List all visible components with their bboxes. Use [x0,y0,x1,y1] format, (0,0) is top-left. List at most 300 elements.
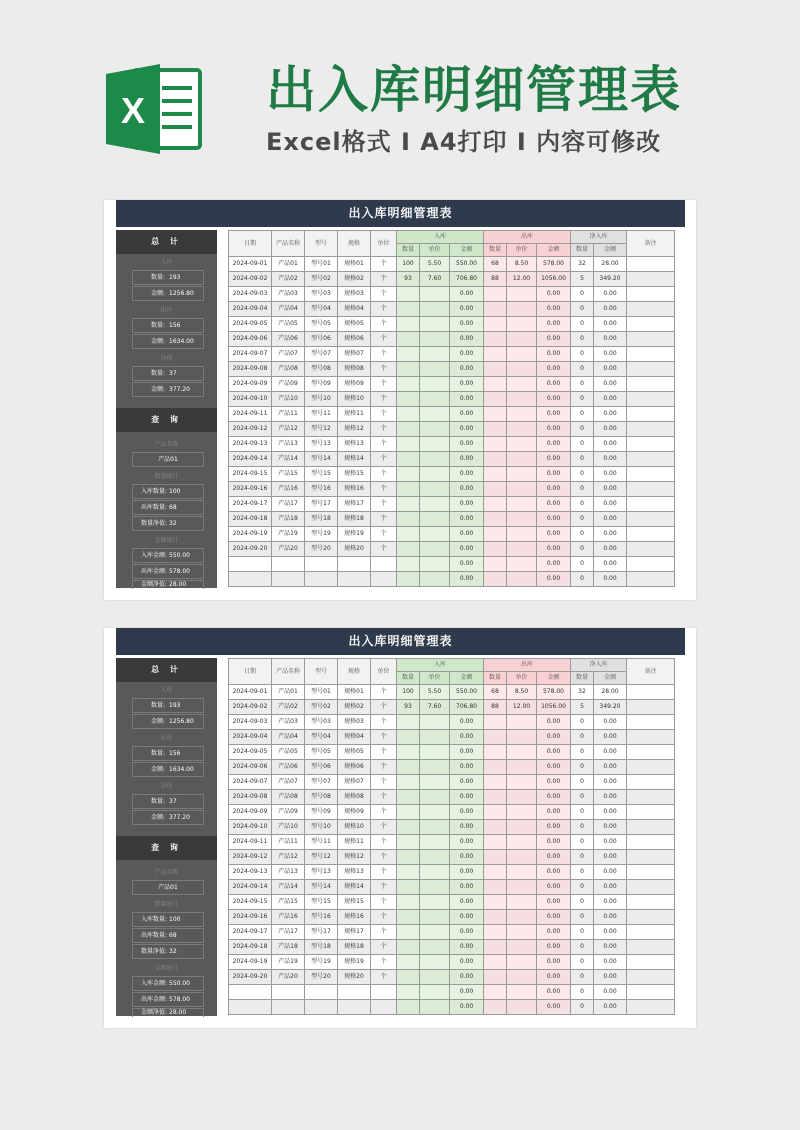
cell-remark[interactable] [627,700,675,715]
cell-remark[interactable] [627,317,675,332]
cell-model[interactable]: 型号15 [305,895,338,910]
cell-spec[interactable] [338,1000,371,1015]
cell-in-amount[interactable]: 0.00 [450,287,484,302]
cell-out-qty[interactable] [484,377,507,392]
cell-in-price[interactable] [420,775,450,790]
cell-out-amount[interactable]: 0.00 [537,572,571,587]
cell-remark[interactable] [627,482,675,497]
cell-out-qty[interactable] [484,422,507,437]
cell-in-qty[interactable] [397,925,420,940]
cell-in-price[interactable] [420,955,450,970]
cell-model[interactable]: 型号04 [305,730,338,745]
cell-out-qty[interactable]: 88 [484,272,507,287]
cell-out-price[interactable] [507,805,537,820]
cell-product[interactable]: 产品17 [272,925,305,940]
cell-net-amount[interactable]: 0.00 [594,1000,627,1015]
cell-model[interactable]: 型号16 [305,910,338,925]
cell-in-qty[interactable] [397,332,420,347]
cell-out-amount[interactable]: 1056.00 [537,700,571,715]
cell-out-amount[interactable]: 0.00 [537,805,571,820]
cell-out-price[interactable] [507,317,537,332]
cell-out-amount[interactable]: 0.00 [537,287,571,302]
cell-net-qty[interactable]: 0 [571,760,594,775]
cell-date[interactable]: 2024-09-06 [229,760,272,775]
cell-date[interactable]: 2024-09-14 [229,880,272,895]
cell-model[interactable]: 型号20 [305,542,338,557]
cell-unit[interactable]: 个 [371,257,397,272]
cell-out-price[interactable] [507,820,537,835]
cell-in-qty[interactable] [397,850,420,865]
cell-remark[interactable] [627,362,675,377]
cell-net-amount[interactable]: 0.00 [594,895,627,910]
cell-in-qty[interactable] [397,775,420,790]
cell-out-qty[interactable] [484,850,507,865]
cell-in-price[interactable] [420,347,450,362]
cell-out-qty[interactable]: 88 [484,700,507,715]
cell-spec[interactable]: 规格05 [338,745,371,760]
cell-product[interactable]: 产品16 [272,482,305,497]
cell-spec[interactable]: 规格18 [338,512,371,527]
cell-net-qty[interactable]: 0 [571,730,594,745]
cell-unit[interactable]: 个 [371,347,397,362]
cell-model[interactable]: 型号15 [305,467,338,482]
cell-net-qty[interactable]: 0 [571,910,594,925]
cell-in-amount[interactable]: 0.00 [450,865,484,880]
cell-unit[interactable]: 个 [371,775,397,790]
cell-unit[interactable]: 个 [371,745,397,760]
cell-in-price[interactable] [420,985,450,1000]
cell-in-price[interactable] [420,730,450,745]
cell-in-amount[interactable]: 0.00 [450,467,484,482]
cell-in-price[interactable] [420,865,450,880]
cell-in-qty[interactable] [397,715,420,730]
cell-remark[interactable] [627,940,675,955]
cell-model[interactable] [305,1000,338,1015]
cell-net-qty[interactable]: 0 [571,557,594,572]
cell-out-price[interactable] [507,970,537,985]
cell-product[interactable]: 产品13 [272,437,305,452]
cell-date[interactable]: 2024-09-13 [229,437,272,452]
cell-net-amount[interactable]: 28.00 [594,257,627,272]
cell-out-amount[interactable]: 0.00 [537,730,571,745]
cell-net-amount[interactable]: 0.00 [594,332,627,347]
cell-product[interactable]: 产品06 [272,332,305,347]
cell-out-qty[interactable] [484,527,507,542]
cell-in-qty[interactable] [397,895,420,910]
cell-model[interactable]: 型号14 [305,880,338,895]
cell-out-amount[interactable]: 0.00 [537,377,571,392]
cell-out-amount[interactable]: 0.00 [537,760,571,775]
cell-net-amount[interactable]: 0.00 [594,377,627,392]
cell-remark[interactable] [627,1000,675,1015]
cell-out-qty[interactable] [484,572,507,587]
cell-out-amount[interactable]: 0.00 [537,527,571,542]
cell-in-price[interactable] [420,850,450,865]
cell-remark[interactable] [627,407,675,422]
cell-unit[interactable] [371,572,397,587]
cell-remark[interactable] [627,880,675,895]
cell-net-amount[interactable]: 0.00 [594,880,627,895]
cell-in-qty[interactable] [397,955,420,970]
cell-net-qty[interactable]: 0 [571,362,594,377]
cell-in-price[interactable] [420,1000,450,1015]
cell-model[interactable]: 型号20 [305,970,338,985]
cell-remark[interactable] [627,865,675,880]
cell-model[interactable]: 型号09 [305,377,338,392]
cell-out-qty[interactable] [484,805,507,820]
cell-out-qty[interactable] [484,332,507,347]
cell-unit[interactable]: 个 [371,925,397,940]
cell-out-price[interactable] [507,895,537,910]
cell-net-amount[interactable]: 0.00 [594,407,627,422]
cell-net-amount[interactable]: 0.00 [594,497,627,512]
cell-out-price[interactable] [507,835,537,850]
cell-in-qty[interactable] [397,880,420,895]
cell-in-price[interactable] [420,377,450,392]
cell-unit[interactable]: 个 [371,497,397,512]
cell-date[interactable]: 2024-09-15 [229,895,272,910]
cell-net-amount[interactable]: 28.00 [594,685,627,700]
cell-out-amount[interactable]: 0.00 [537,362,571,377]
cell-out-price[interactable] [507,287,537,302]
cell-in-price[interactable] [420,467,450,482]
cell-net-amount[interactable]: 0.00 [594,790,627,805]
cell-spec[interactable]: 规格14 [338,452,371,467]
cell-in-amount[interactable]: 0.00 [450,730,484,745]
cell-spec[interactable]: 规格09 [338,805,371,820]
cell-out-amount[interactable]: 0.00 [537,482,571,497]
cell-out-qty[interactable] [484,865,507,880]
cell-net-qty[interactable]: 0 [571,542,594,557]
cell-in-amount[interactable]: 0.00 [450,745,484,760]
cell-unit[interactable]: 个 [371,820,397,835]
cell-unit[interactable] [371,1000,397,1015]
cell-net-amount[interactable]: 0.00 [594,317,627,332]
cell-in-amount[interactable]: 550.00 [450,257,484,272]
cell-remark[interactable] [627,820,675,835]
cell-spec[interactable]: 规格03 [338,715,371,730]
cell-in-price[interactable] [420,715,450,730]
cell-out-price[interactable] [507,362,537,377]
cell-in-price[interactable] [420,527,450,542]
cell-unit[interactable] [371,557,397,572]
cell-date[interactable]: 2024-09-01 [229,257,272,272]
cell-out-amount[interactable]: 0.00 [537,1000,571,1015]
cell-in-price[interactable] [420,512,450,527]
cell-net-amount[interactable]: 0.00 [594,940,627,955]
cell-net-qty[interactable]: 0 [571,955,594,970]
cell-out-qty[interactable] [484,317,507,332]
cell-net-amount[interactable]: 0.00 [594,542,627,557]
cell-remark[interactable] [627,925,675,940]
cell-out-qty[interactable] [484,925,507,940]
cell-in-qty[interactable] [397,317,420,332]
cell-out-qty[interactable] [484,347,507,362]
cell-out-amount[interactable]: 0.00 [537,925,571,940]
cell-date[interactable]: 2024-09-18 [229,940,272,955]
cell-net-amount[interactable]: 349.20 [594,272,627,287]
cell-date[interactable] [229,1000,272,1015]
cell-unit[interactable]: 个 [371,362,397,377]
cell-out-price[interactable] [507,745,537,760]
cell-out-amount[interactable]: 0.00 [537,820,571,835]
cell-spec[interactable]: 规格19 [338,527,371,542]
cell-remark[interactable] [627,542,675,557]
cell-remark[interactable] [627,775,675,790]
cell-in-price[interactable] [420,572,450,587]
cell-out-qty[interactable] [484,497,507,512]
cell-date[interactable]: 2024-09-13 [229,865,272,880]
cell-net-amount[interactable]: 0.00 [594,422,627,437]
cell-unit[interactable]: 个 [371,467,397,482]
cell-out-amount[interactable]: 0.00 [537,880,571,895]
cell-spec[interactable]: 规格10 [338,392,371,407]
cell-spec[interactable]: 规格16 [338,482,371,497]
cell-in-price[interactable] [420,745,450,760]
cell-product[interactable]: 产品09 [272,805,305,820]
cell-out-price[interactable] [507,865,537,880]
cell-net-amount[interactable]: 0.00 [594,512,627,527]
cell-in-qty[interactable]: 100 [397,257,420,272]
cell-out-price[interactable] [507,880,537,895]
cell-net-qty[interactable]: 0 [571,865,594,880]
cell-in-amount[interactable]: 0.00 [450,880,484,895]
cell-in-amount[interactable]: 0.00 [450,302,484,317]
cell-in-amount[interactable]: 0.00 [450,835,484,850]
cell-date[interactable]: 2024-09-20 [229,542,272,557]
cell-net-qty[interactable]: 0 [571,925,594,940]
cell-in-amount[interactable]: 0.00 [450,512,484,527]
cell-in-amount[interactable]: 0.00 [450,572,484,587]
cell-in-amount[interactable]: 0.00 [450,557,484,572]
cell-in-amount[interactable]: 0.00 [450,850,484,865]
cell-date[interactable]: 2024-09-08 [229,790,272,805]
cell-date[interactable]: 2024-09-12 [229,422,272,437]
cell-in-qty[interactable] [397,287,420,302]
cell-in-amount[interactable]: 0.00 [450,347,484,362]
cell-out-qty[interactable]: 68 [484,685,507,700]
cell-product[interactable]: 产品13 [272,865,305,880]
cell-spec[interactable]: 规格09 [338,377,371,392]
cell-net-amount[interactable]: 0.00 [594,970,627,985]
cell-in-qty[interactable] [397,557,420,572]
cell-out-amount[interactable]: 0.00 [537,542,571,557]
cell-spec[interactable] [338,985,371,1000]
cell-out-qty[interactable] [484,775,507,790]
cell-spec[interactable]: 规格11 [338,407,371,422]
cell-in-qty[interactable] [397,790,420,805]
cell-out-price[interactable] [507,940,537,955]
cell-unit[interactable]: 个 [371,910,397,925]
cell-net-amount[interactable]: 0.00 [594,715,627,730]
cell-out-price[interactable] [507,482,537,497]
cell-product[interactable]: 产品03 [272,287,305,302]
cell-out-qty[interactable] [484,745,507,760]
cell-in-amount[interactable]: 0.00 [450,362,484,377]
cell-product[interactable]: 产品14 [272,880,305,895]
cell-out-amount[interactable]: 0.00 [537,790,571,805]
cell-out-qty[interactable]: 68 [484,257,507,272]
cell-in-qty[interactable] [397,542,420,557]
cell-net-qty[interactable]: 0 [571,347,594,362]
cell-net-amount[interactable]: 0.00 [594,955,627,970]
cell-model[interactable]: 型号13 [305,437,338,452]
cell-in-amount[interactable]: 0.00 [450,482,484,497]
cell-out-qty[interactable] [484,730,507,745]
cell-net-amount[interactable]: 0.00 [594,527,627,542]
cell-in-qty[interactable] [397,940,420,955]
cell-spec[interactable]: 规格02 [338,272,371,287]
cell-in-qty[interactable] [397,377,420,392]
cell-net-qty[interactable]: 0 [571,775,594,790]
cell-unit[interactable]: 个 [371,955,397,970]
cell-out-qty[interactable] [484,910,507,925]
cell-model[interactable] [305,557,338,572]
cell-unit[interactable]: 个 [371,542,397,557]
cell-out-amount[interactable]: 578.00 [537,685,571,700]
cell-model[interactable]: 型号11 [305,407,338,422]
cell-in-amount[interactable]: 0.00 [450,775,484,790]
cell-out-qty[interactable] [484,895,507,910]
cell-spec[interactable] [338,572,371,587]
cell-in-amount[interactable]: 0.00 [450,985,484,1000]
cell-out-price[interactable] [507,557,537,572]
cell-product[interactable]: 产品10 [272,392,305,407]
cell-in-qty[interactable] [397,392,420,407]
cell-spec[interactable]: 规格07 [338,347,371,362]
cell-remark[interactable] [627,467,675,482]
cell-spec[interactable]: 规格12 [338,850,371,865]
cell-in-price[interactable] [420,557,450,572]
cell-net-qty[interactable]: 0 [571,332,594,347]
cell-out-amount[interactable]: 0.00 [537,970,571,985]
cell-unit[interactable]: 个 [371,392,397,407]
cell-unit[interactable]: 个 [371,317,397,332]
cell-in-qty[interactable] [397,422,420,437]
cell-out-qty[interactable] [484,715,507,730]
cell-out-amount[interactable]: 0.00 [537,437,571,452]
cell-date[interactable]: 2024-09-19 [229,955,272,970]
cell-out-price[interactable] [507,730,537,745]
cell-date[interactable] [229,985,272,1000]
cell-net-amount[interactable]: 349.20 [594,700,627,715]
cell-model[interactable]: 型号06 [305,760,338,775]
cell-unit[interactable]: 个 [371,452,397,467]
cell-unit[interactable]: 个 [371,805,397,820]
cell-spec[interactable]: 规格10 [338,820,371,835]
cell-net-qty[interactable]: 0 [571,970,594,985]
cell-unit[interactable]: 个 [371,970,397,985]
cell-model[interactable]: 型号12 [305,850,338,865]
cell-in-amount[interactable]: 0.00 [450,805,484,820]
cell-net-qty[interactable]: 0 [571,715,594,730]
cell-in-amount[interactable]: 0.00 [450,955,484,970]
cell-spec[interactable] [338,557,371,572]
cell-out-price[interactable] [507,1000,537,1015]
cell-net-amount[interactable]: 0.00 [594,287,627,302]
cell-out-price[interactable] [507,302,537,317]
cell-net-qty[interactable]: 0 [571,895,594,910]
cell-date[interactable]: 2024-09-17 [229,497,272,512]
cell-in-price[interactable] [420,407,450,422]
cell-spec[interactable]: 规格17 [338,497,371,512]
cell-out-qty[interactable] [484,880,507,895]
cell-out-qty[interactable] [484,760,507,775]
cell-model[interactable]: 型号13 [305,865,338,880]
cell-model[interactable]: 型号01 [305,685,338,700]
cell-spec[interactable]: 规格04 [338,730,371,745]
cell-remark[interactable] [627,895,675,910]
cell-in-amount[interactable]: 0.00 [450,317,484,332]
cell-net-amount[interactable]: 0.00 [594,730,627,745]
cell-in-amount[interactable]: 0.00 [450,527,484,542]
cell-remark[interactable] [627,497,675,512]
cell-product[interactable]: 产品01 [272,685,305,700]
cell-product[interactable]: 产品09 [272,377,305,392]
cell-product[interactable] [272,985,305,1000]
cell-in-qty[interactable]: 100 [397,685,420,700]
cell-in-price[interactable] [420,332,450,347]
cell-out-qty[interactable] [484,955,507,970]
cell-out-price[interactable]: 12.00 [507,272,537,287]
cell-in-price[interactable] [420,940,450,955]
cell-net-qty[interactable]: 0 [571,985,594,1000]
cell-in-price[interactable] [420,790,450,805]
cell-product[interactable]: 产品14 [272,452,305,467]
cell-net-qty[interactable]: 32 [571,685,594,700]
cell-out-qty[interactable] [484,407,507,422]
cell-date[interactable]: 2024-09-02 [229,272,272,287]
cell-date[interactable]: 2024-09-20 [229,970,272,985]
cell-in-amount[interactable]: 0.00 [450,332,484,347]
cell-spec[interactable]: 规格01 [338,685,371,700]
cell-remark[interactable] [627,527,675,542]
cell-out-price[interactable] [507,527,537,542]
cell-in-price[interactable] [420,287,450,302]
cell-out-qty[interactable] [484,1000,507,1015]
cell-out-price[interactable] [507,392,537,407]
cell-model[interactable]: 型号10 [305,820,338,835]
cell-model[interactable]: 型号12 [305,422,338,437]
cell-net-qty[interactable]: 5 [571,700,594,715]
cell-out-amount[interactable]: 578.00 [537,257,571,272]
cell-spec[interactable]: 规格13 [338,437,371,452]
cell-in-qty[interactable] [397,452,420,467]
cell-date[interactable]: 2024-09-04 [229,302,272,317]
cell-out-amount[interactable]: 0.00 [537,467,571,482]
cell-out-amount[interactable]: 0.00 [537,850,571,865]
cell-date[interactable]: 2024-09-05 [229,317,272,332]
cell-in-qty[interactable] [397,497,420,512]
cell-out-amount[interactable]: 0.00 [537,955,571,970]
cell-net-qty[interactable]: 0 [571,940,594,955]
cell-spec[interactable]: 规格16 [338,910,371,925]
cell-spec[interactable]: 规格05 [338,317,371,332]
cell-out-amount[interactable]: 0.00 [537,392,571,407]
cell-spec[interactable]: 规格02 [338,700,371,715]
cell-net-qty[interactable]: 0 [571,880,594,895]
cell-spec[interactable]: 规格13 [338,865,371,880]
cell-in-amount[interactable]: 0.00 [450,392,484,407]
cell-product[interactable]: 产品01 [272,257,305,272]
cell-out-price[interactable] [507,512,537,527]
cell-model[interactable]: 型号09 [305,805,338,820]
cell-out-amount[interactable]: 0.00 [537,745,571,760]
cell-out-price[interactable] [507,985,537,1000]
cell-remark[interactable] [627,512,675,527]
cell-in-amount[interactable]: 0.00 [450,895,484,910]
cell-out-price[interactable] [507,452,537,467]
